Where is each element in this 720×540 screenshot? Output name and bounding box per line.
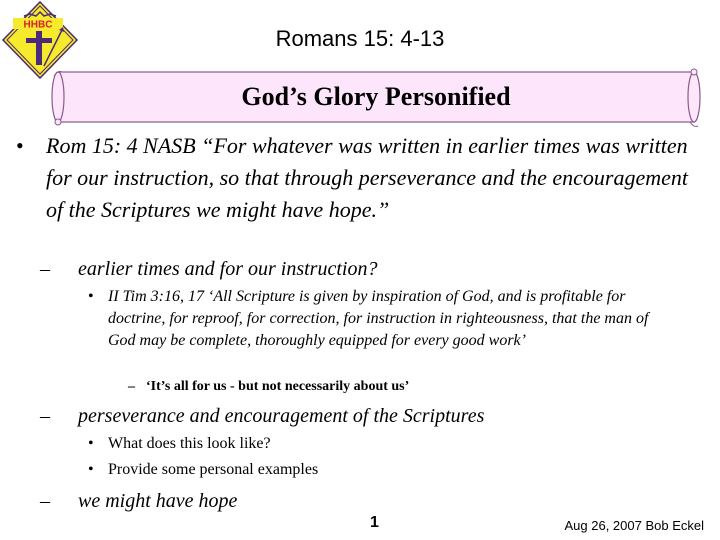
footer-date-author: Aug 26, 2007 Bob Eckel [564, 518, 704, 533]
sub-sub-point-text: What does this look like? [108, 435, 271, 452]
sub-sub-point-text: II Tim 3:16, 17 ‘All Scripture is given by inspiration of God, and is profitable for doctrine, for reproof, for correction, for instruction in righteousness, that the man of God may be complete, thoroughly equipped for every good work’ [108, 288, 649, 349]
bullet-icon: • [16, 133, 24, 158]
main-bullet-text: Rom 15: 4 NASB “For whatever was written in earlier times was written for our instruction, so that through perseverance and the encouragement of the Scriptures we might have hope.” [46, 133, 688, 222]
dash-icon: – [128, 379, 135, 394]
slide-banner-title: God’s Glory Personified [241, 82, 511, 111]
dash-icon: – [40, 258, 50, 280]
sub-sub-point-text: Provide some personal examples [108, 461, 319, 478]
bullet-icon: • [88, 288, 94, 305]
sub-point-text: we might have hope [78, 490, 238, 512]
sub-sub-point [88, 433, 678, 455]
sub-point-text: earlier times and for our instruction? [78, 258, 378, 280]
sub-point [40, 488, 700, 514]
bullet-icon: • [88, 461, 94, 478]
sub-point [40, 256, 700, 282]
dash-icon: – [40, 490, 50, 512]
dash-icon: – [40, 405, 50, 427]
note-point [128, 377, 688, 397]
note-point-text: ‘It’s all for us - but not necessarily about us’ [146, 379, 410, 394]
slide-title: Romans 15: 4-13 [275, 26, 445, 51]
sub-point [40, 403, 700, 429]
bullet-icon: • [88, 435, 94, 452]
logo-text: HHBC [23, 19, 53, 31]
sub-point-text: perseverance and encouragement of the Scriptures [78, 405, 485, 427]
main-bullet [16, 130, 706, 226]
sub-sub-point [88, 286, 678, 352]
page-number: 1 [370, 514, 379, 531]
sub-sub-point [88, 459, 678, 481]
